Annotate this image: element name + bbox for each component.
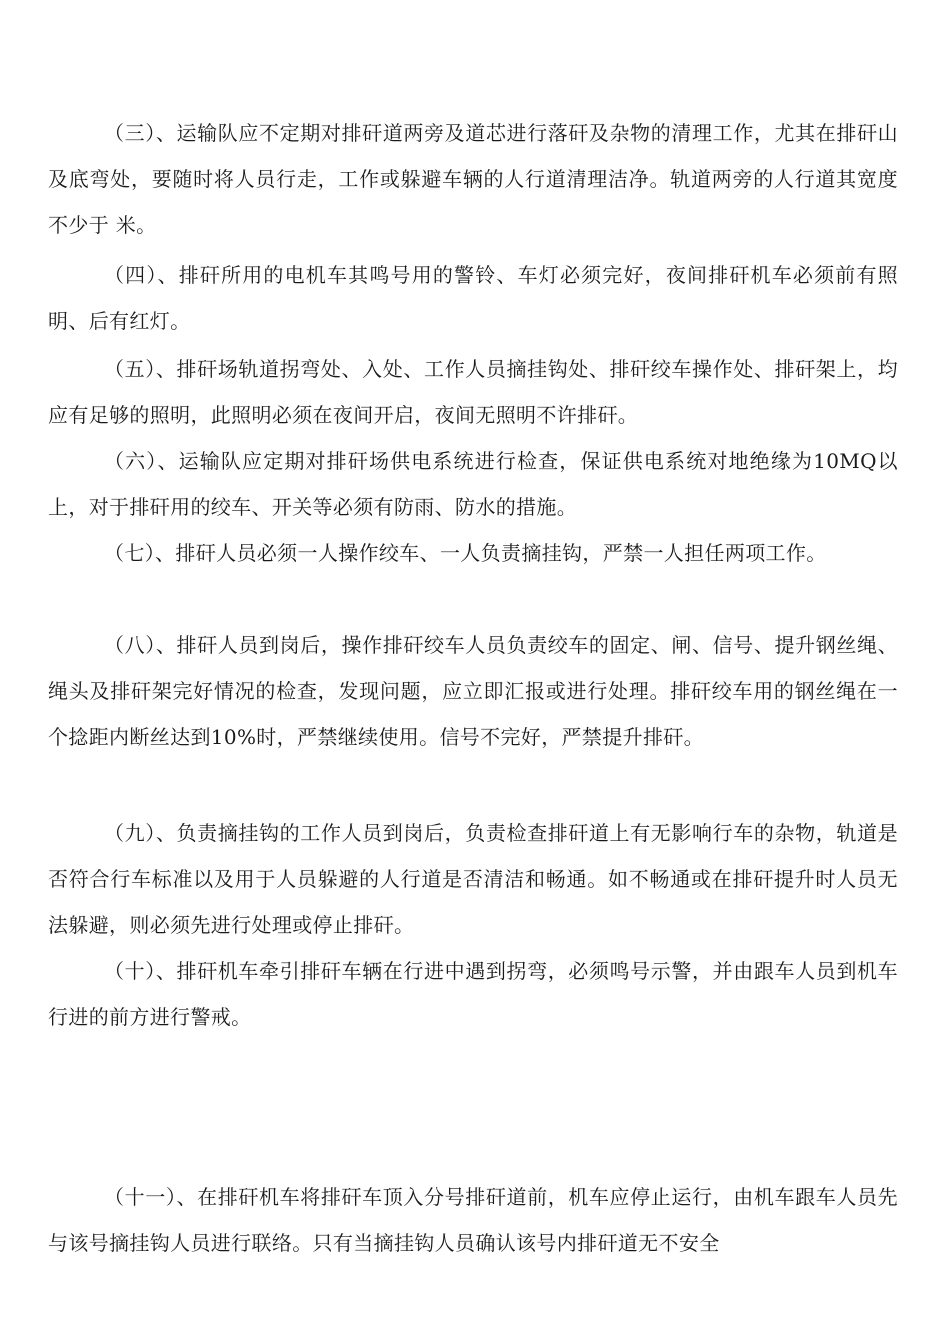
paragraph-7: （七）、排矸人员必须一人操作绞车、一人负责摘挂钩，严禁一人担任两项工作。 [104,541,827,565]
paragraph-10: （十）、排矸机车牵引排矸车辆在行进中遇到拐弯，必须鸣号示警，并由跟车人员到机车行进的前方进行警戒。 [48,959,898,1029]
paragraph-8: （八）、排矸人员到岗后，操作排矸绞车人员负责绞车的固定、闸、信号、提升钢丝绳、绳头及排矸架完好情况的检查，发现问题，应立即汇报或进行处理。排矸绞车用的钢丝绳在一个捻距内断丝达到10%时，严禁继续使用。信号不完好，严禁提升排矸。 [48,633,898,749]
paragraph-11: （十一）、在排矸机车将排矸车顶入分号排矸道前，机车应停止运行，由机车跟车人员先与该号摘挂钩人员进行联络。只有当摘挂钩人员确认该号内排矸道无不安全 [48,1185,898,1255]
paragraph-5: （五）、排矸场轨道拐弯处、入处、工作人员摘挂钩处、排矸绞车操作处、排矸架上，均应有足够的照明，此照明必须在夜间开启，夜间无照明不许排矸。 [48,357,898,427]
paragraph-6: （六）、运输队应定期对排矸场供电系统进行检查，保证供电系统对地绝缘为10MQ以上，对于排矸用的绞车、开关等必须有防雨、防水的措施。 [48,449,898,519]
paragraph-4: （四）、排矸所用的电机车其鸣号用的警铃、车灯必须完好，夜间排矸机车必须前有照明、后有红灯。 [48,263,898,333]
paragraph-3: （三）、运输队应不定期对排矸道两旁及道芯进行落矸及杂物的清理工作，尤其在排矸山及底弯处，要随时将人员行走，工作或躲避车辆的人行道清理洁净。轨道两旁的人行道其宽度不少于 米。 [48,121,898,237]
paragraph-9: （九）、负责摘挂钩的工作人员到岗后，负责检查排矸道上有无影响行车的杂物，轨道是否符合行车标准以及用于人员躲避的人行道是否清洁和畅通。如不畅通或在排矸提升时人员无法躲避，则必须先进行处理或停止排矸。 [48,821,898,937]
